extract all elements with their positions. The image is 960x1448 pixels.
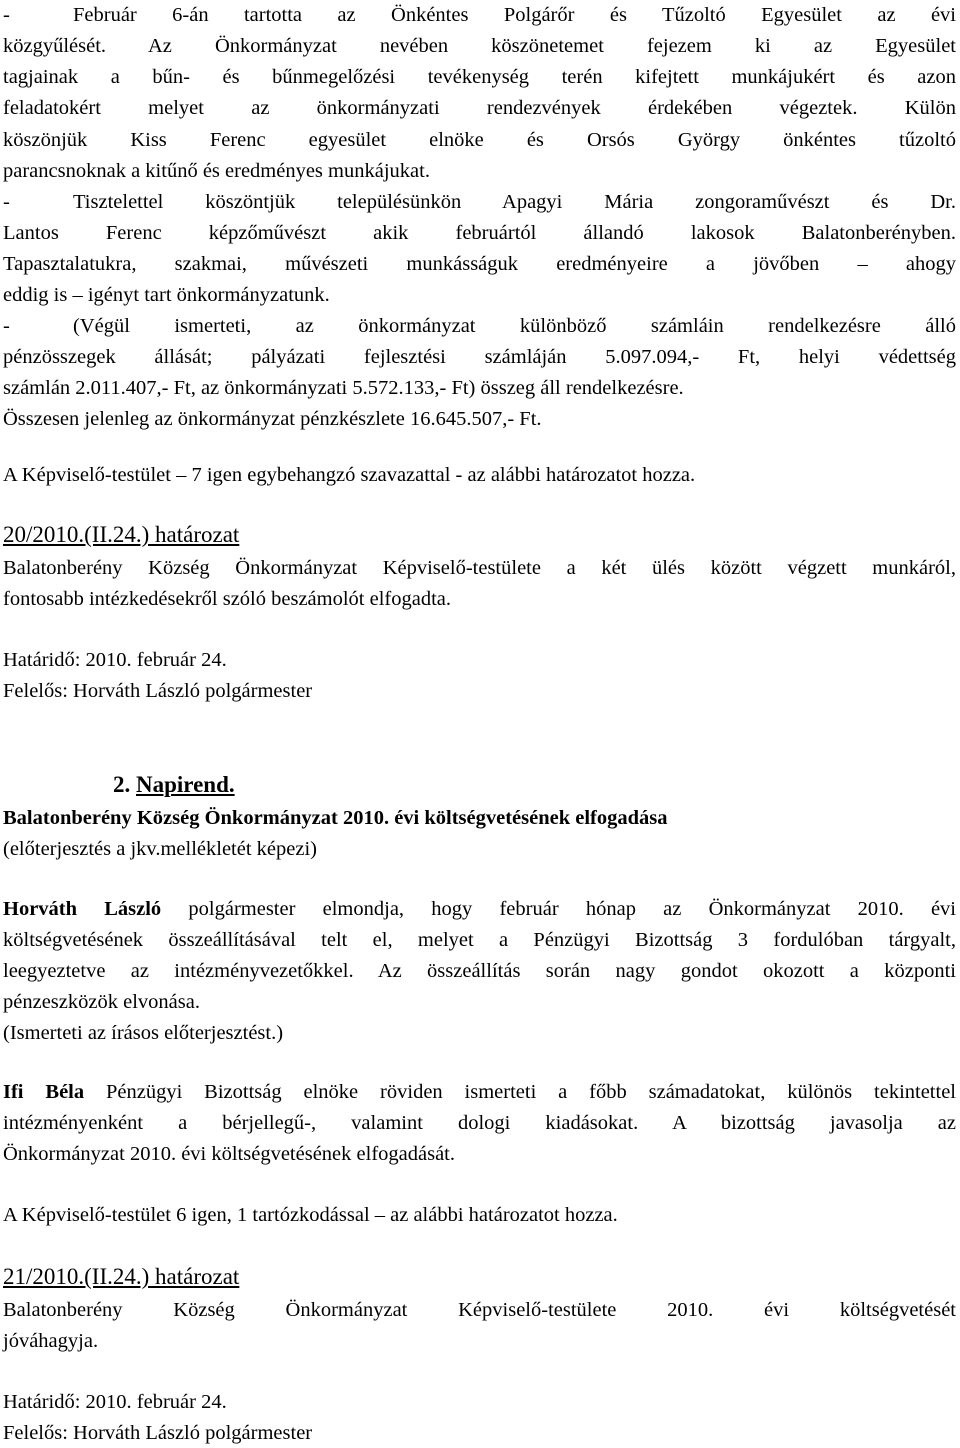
vote-statement-1: A Képviselő-testület – 7 igen egybehangzó szavazattal - az alábbi határozatot hozza. — [3, 464, 696, 486]
vote-statement-2: A Képviselő-testület 6 igen, 1 tartózkodással – az alábbi határozatot hozza. — [3, 1204, 618, 1226]
agenda-2-title: Balatonberény Község Önkormányzat 2010. évi költségvetésének elfogadása — [3, 807, 668, 829]
resolution-1-responsible: Felelős: Horváth László polgármester — [3, 680, 313, 702]
para1-line3: tagjainak a bűn- és bűnmegelőzési tevékenység terén kifejtett munkájukért és azon — [3, 66, 956, 88]
bullet-dash: - — [3, 191, 10, 213]
resolution-2-text1: Balatonberény Község Önkormányzat Képviselő-testülete 2010. évi költségvetését — [3, 1299, 956, 1321]
resolution-1-text1: Balatonberény Község Önkormányzat Képviselő-testülete a két ülés között végzett munkáról, — [3, 557, 956, 579]
para3-line4: Összesen jelenleg az önkormányzat pénzkészlete 16.645.507,- Ft. — [3, 408, 542, 430]
speaker-horvath: Horváth László — [3, 898, 162, 920]
agenda-2-note: (előterjesztés a jkv.mellékletét képezi) — [3, 838, 317, 860]
agenda-2-heading — [3, 770, 956, 800]
para3-line1 — [3, 311, 956, 341]
para3-line2: pénzösszegek állását; pályázati fejlesztési számláján 5.097.094,- Ft, helyi védettség — [3, 346, 956, 368]
speech-1-line5: (Ismerteti az írásos előterjesztést.) — [3, 1022, 284, 1044]
para1-line1 — [3, 0, 956, 30]
para3-text1: (Végül ismerteti, az önkormányzat különböző számláin rendelkezésre álló — [73, 315, 956, 337]
speech-1-line2: költségvetésének összeállításával telt el, melyet a Pénzügyi Bizottság 3 fordulóban tárgyalt, — [3, 929, 956, 951]
para1-text1: Február 6-án tartotta az Önkéntes Polgárőr és Tűzoltó Egyesület az évi — [73, 4, 956, 26]
para2-line1 — [3, 187, 956, 217]
resolution-1-title: 20/2010.(II.24.) határozat — [3, 522, 240, 547]
para3-line3: számlán 2.011.407,- Ft, az önkormányzati 5.572.133,- Ft) összeg áll rendelkezésre. — [3, 377, 684, 399]
speaker-ifi: Ifi Béla — [3, 1081, 85, 1103]
resolution-1-number — [3, 520, 956, 550]
para2-text1: Tisztelettel köszöntjük településünkön Apagyi Mária zongoraművészt és Dr. — [73, 191, 956, 213]
resolution-2-deadline: Határidő: 2010. február 24. — [3, 1391, 227, 1413]
speech-1-line1 — [3, 894, 956, 924]
para2-line2: Lantos Ferenc képzőművészt akik februártól állandó lakosok Balatonberényben. — [3, 222, 956, 244]
para1-line6: parancsnoknak a kitűnő és eredményes munkájukat. — [3, 160, 430, 182]
para2-line3: Tapasztalatukra, szakmai, művészeti munkásságuk eredményeire a jövőben – ahogy — [3, 253, 956, 275]
speech-2-line2: intézményenként a bérjellegű-, valamint dologi kiadásokat. A bizottság javasolja az — [3, 1112, 956, 1134]
para1-line2: közgyűlését. Az Önkormányzat nevében köszönetemet fejezem ki az Egyesület — [3, 35, 956, 57]
speech-1-text1: polgármester elmondja, hogy február hónap az Önkormányzat 2010. évi — [188, 898, 957, 920]
speech-2-line1 — [3, 1077, 956, 1107]
speech-1-line4: pénzeszközök elvonása. — [3, 991, 200, 1013]
speech-2-line3: Önkormányzat 2010. évi költségvetésének elfogadását. — [3, 1143, 455, 1165]
agenda-2-label: Napirend. — [136, 772, 235, 797]
para2-line4: eddig is – igényt tart önkormányzatunk. — [3, 284, 330, 306]
resolution-2-responsible: Felelős: Horváth László polgármester — [3, 1422, 313, 1444]
resolution-2-title: 21/2010.(II.24.) határozat — [3, 1264, 240, 1289]
speech-2-text1: Pénzügyi Bizottság elnöke röviden ismerteti a főbb számadatokat, különös tekintettel — [106, 1081, 956, 1103]
resolution-2-text2: jóváhagyja. — [3, 1330, 99, 1352]
resolution-1-text2: fontosabb intézkedésekről szóló beszámolót elfogadta. — [3, 588, 452, 610]
agenda-2-number: 2. — [113, 772, 131, 797]
bullet-dash: - — [3, 4, 10, 26]
bullet-dash: - — [3, 315, 10, 337]
speech-1-line3: leegyeztetve az intézményvezetőkkel. Az összeállítás során nagy gondot okozott a központi — [3, 960, 956, 982]
resolution-2-number — [3, 1262, 956, 1292]
para1-line4: feladatokért melyet az önkormányzati rendezvények érdekében végeztek. Külön — [3, 97, 956, 119]
para1-line5: köszönjük Kiss Ferenc egyesület elnöke és Orsós György önkéntes tűzoltó — [3, 129, 956, 151]
resolution-1-deadline: Határidő: 2010. február 24. — [3, 649, 227, 671]
